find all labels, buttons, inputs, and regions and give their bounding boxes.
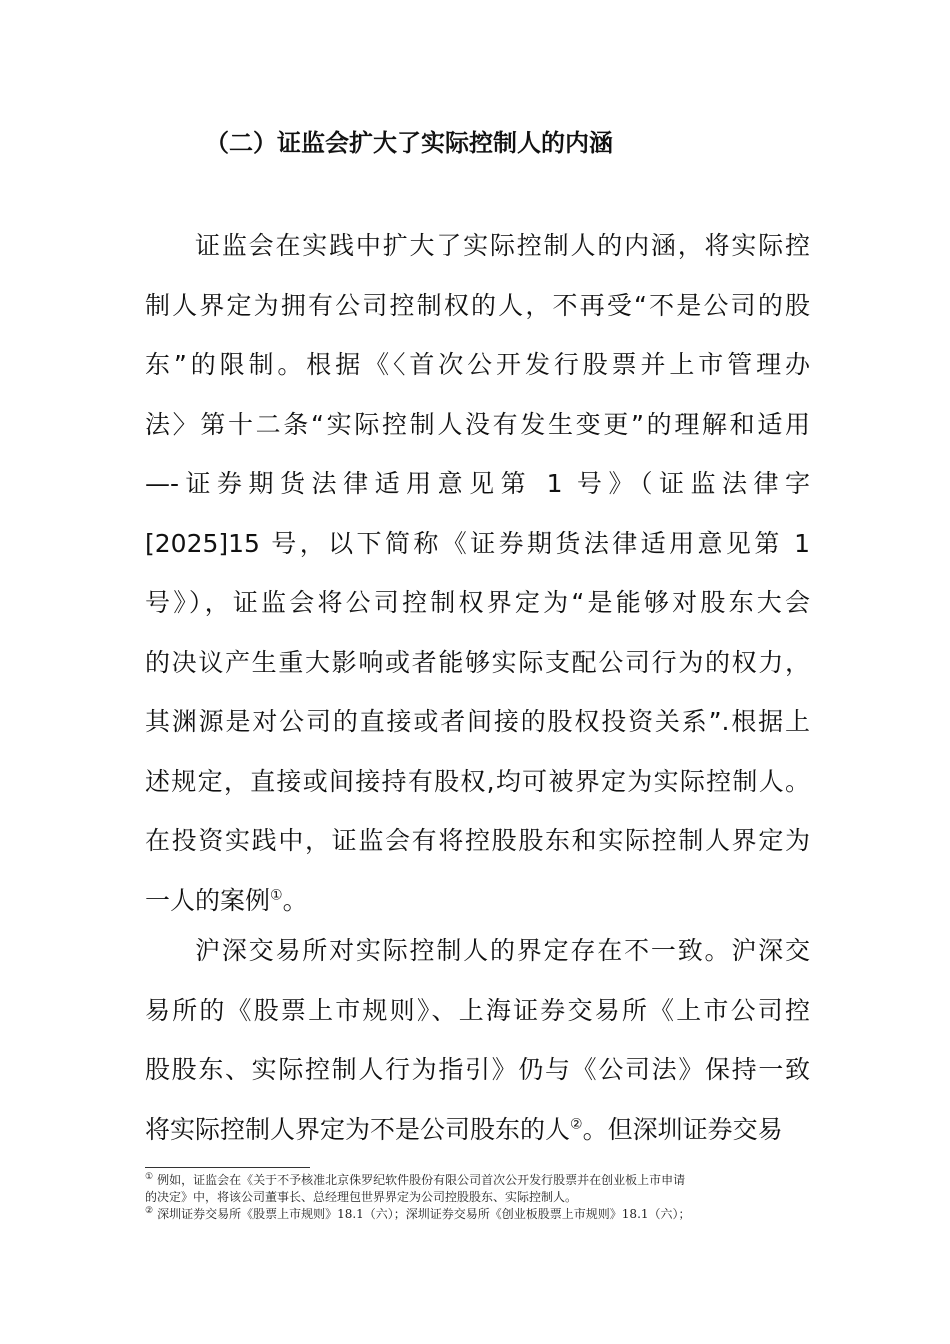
last-line-end: 。但深圳证券交易 [582, 1114, 783, 1144]
footnote-mark: ① [145, 1172, 154, 1182]
footnote-text: 例如，证监会在《关于不予核准北京侏罗纪软件股份有限公司首次公开发行股票并在创业板上市申请 [157, 1173, 686, 1187]
paragraph-line: 东”的限制。根据《〈首次公开发行股票并上市管理办 [145, 350, 810, 379]
last-line-start: 将实际控制人界定为不是公司股东的人 [145, 1114, 571, 1144]
footnote-mark: ② [145, 1206, 154, 1216]
paragraph-2 [145, 921, 810, 1159]
footnote-text: 深圳证券交易所《股票上市规则》18.1（六）；深圳证券交易所《创业板股票上市规则》18.1（六）； [157, 1207, 691, 1221]
footnotes [145, 1172, 810, 1223]
paragraph-line: 在投资实践中，证监会有将控股股东和实际控制人界定为 [145, 826, 810, 855]
paragraph-line: 述规定，直接或间接持有股权,均可被界定为实际控制人。 [145, 766, 810, 796]
footnote-separator [145, 1167, 310, 1168]
last-line-end: 。 [282, 885, 308, 915]
footnote-1 [145, 1172, 810, 1189]
paragraph-last-line [145, 1100, 810, 1160]
paragraph-line: 法〉第十二条“实际控制人没有发生变更”的理解和适用 [145, 409, 810, 439]
section-heading: （二）证监会扩大了实际控制人的内涵 [205, 129, 613, 157]
last-line-text: 一人的案例 [145, 885, 271, 915]
paragraph-line: 沪深交易所对实际控制人的界定存在不一致。沪深交 [195, 936, 810, 965]
footnote-ref-1[interactable]: ① [270, 887, 283, 904]
footnote-ref-2[interactable]: ② [570, 1116, 583, 1133]
paragraph-line: 的决议产生重大影响或者能够实际支配公司行为的权力， [145, 647, 810, 677]
paragraph-line: [2025]15 号，以下简称《证券期货法律适用意见第 1 [145, 528, 810, 558]
paragraph-line: 其渊源是对公司的直接或者间接的股权投资关系”.根据上 [145, 707, 810, 736]
paragraph-1 [145, 216, 810, 930]
paragraph-line: 号》），证监会将公司控制权界定为“是能够对股东大会 [145, 588, 810, 617]
paragraph-line: 易所的《股票上市规则》、上海证券交易所《上市公司控 [145, 995, 810, 1025]
paragraph-line: 股股东、实际控制人行为指引》仍与《公司法》保持一致 [145, 1055, 810, 1084]
paragraph-line: —-证券期货法律适用意见第 1 号》（证监法律字 [145, 469, 810, 498]
paragraph-line: 证监会在实践中扩大了实际控制人的内涵，将实际控 [195, 231, 810, 260]
paragraph-line: 制人界定为拥有公司控制权的人，不再受“不是公司的股 [145, 290, 810, 320]
footnote-1-continued: 的决定》中，将该公司董事长、总经理包世界界定为公司控股股东、实际控制人。 [145, 1190, 578, 1204]
footnote-2 [145, 1206, 810, 1223]
